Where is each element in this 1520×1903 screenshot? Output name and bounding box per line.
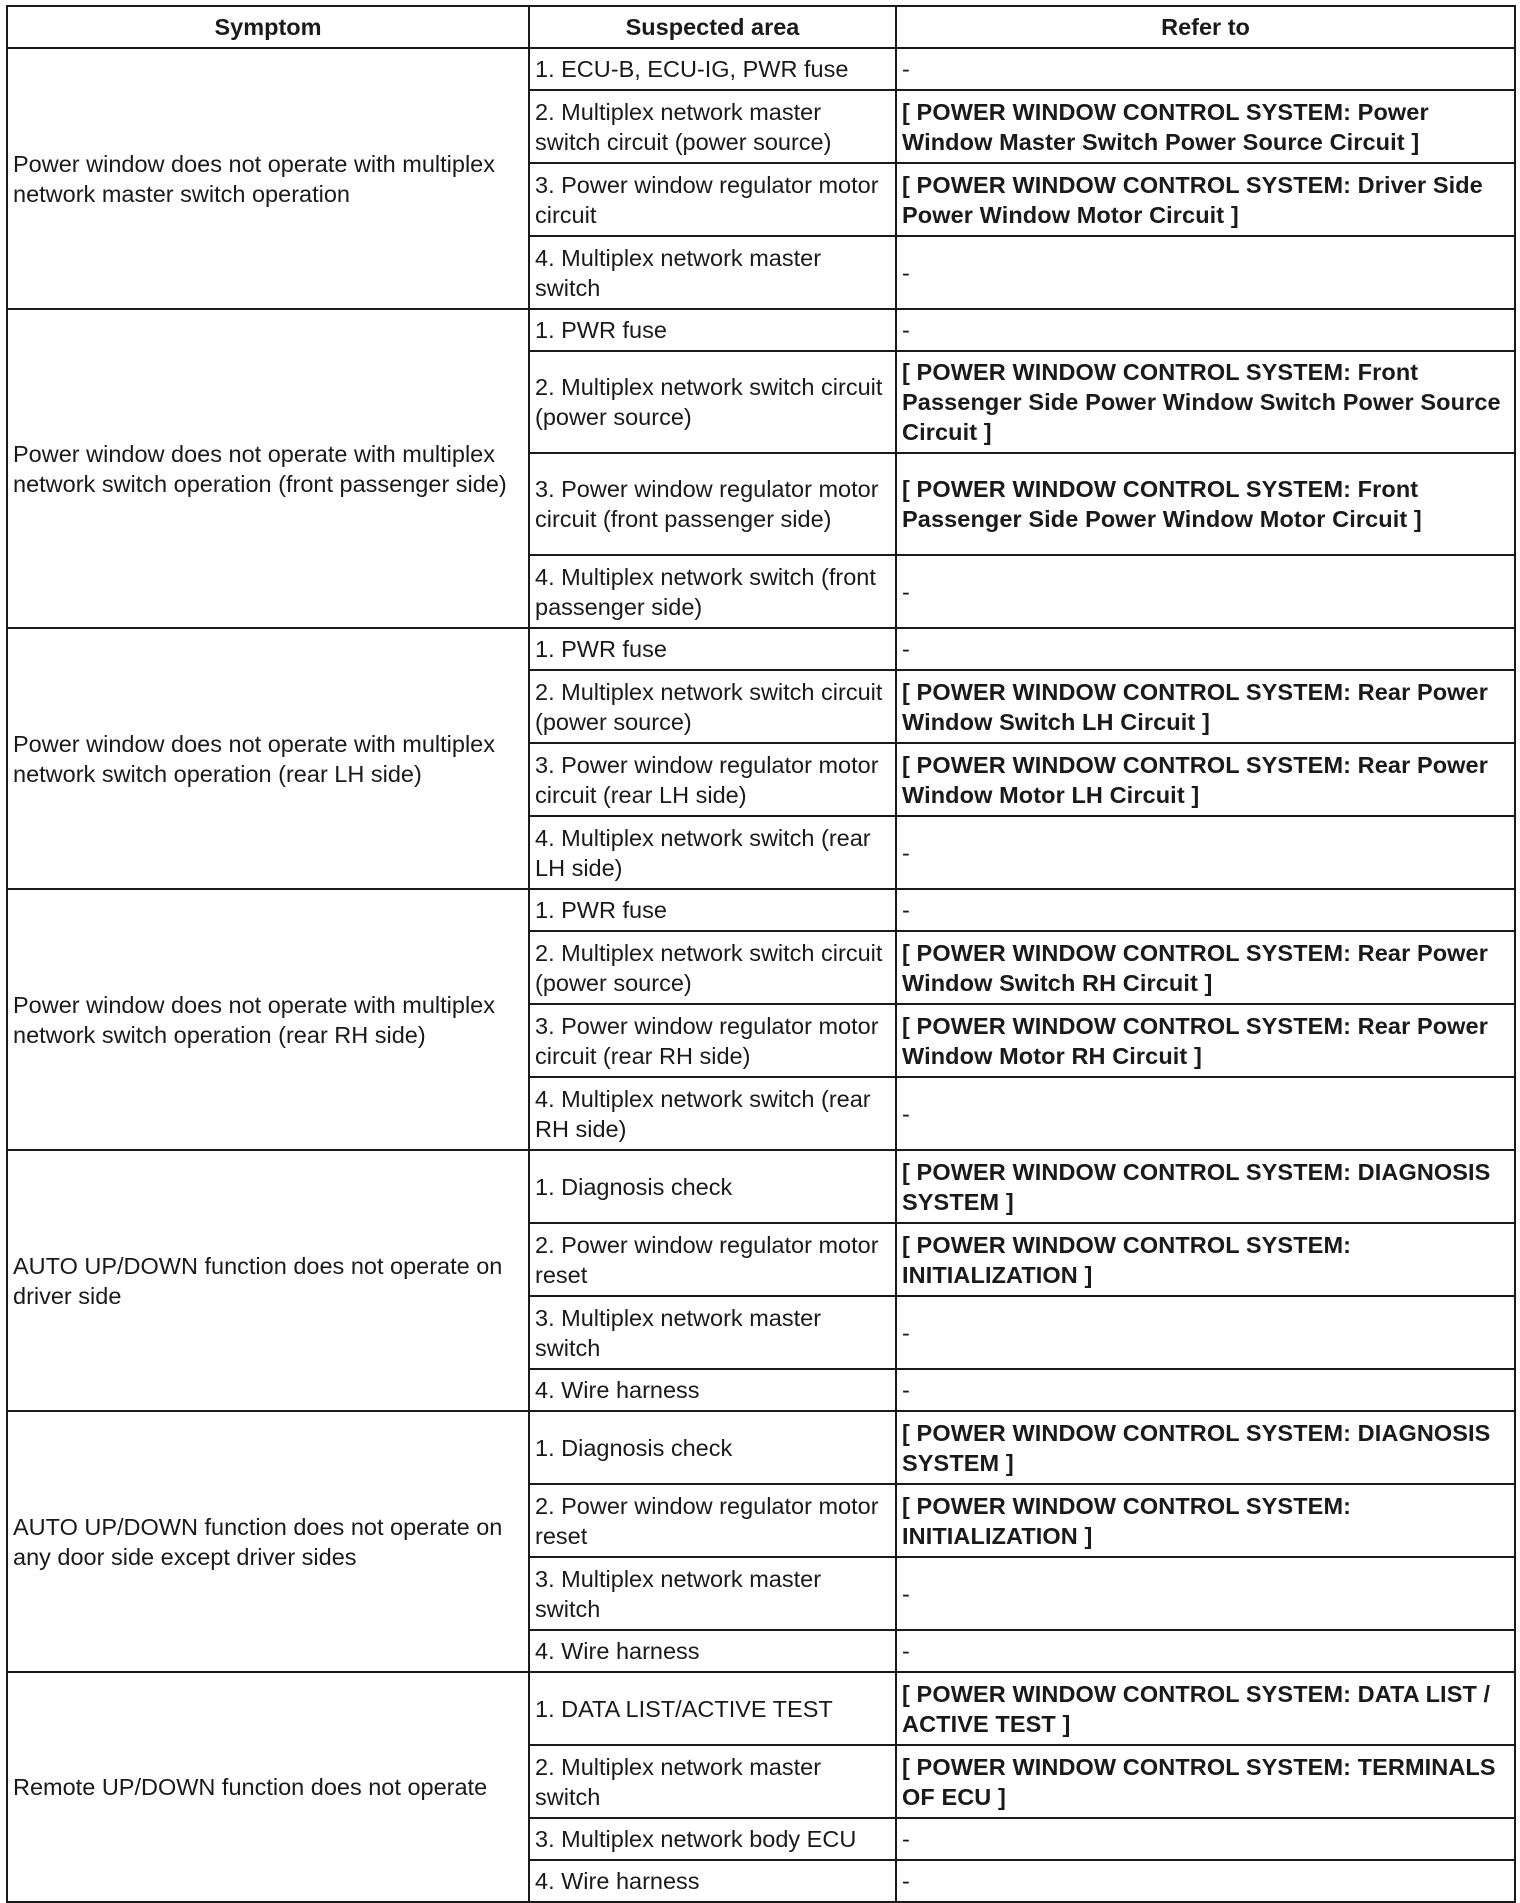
refer-to-link[interactable]: [ POWER WINDOW CONTROL SYSTEM: Rear Power Window Switch LH Circuit ] — [896, 670, 1515, 743]
refer-to-cell: - — [896, 1818, 1515, 1860]
refer-to-cell: - — [896, 1860, 1515, 1902]
problem-symptoms-table — [6, 5, 1516, 1903]
suspected-area-cell: 4. Wire harness — [529, 1369, 896, 1411]
refer-to-cell: - — [896, 1557, 1515, 1630]
suspected-area-cell: 1. DATA LIST/ACTIVE TEST — [529, 1672, 896, 1745]
refer-to-cell: - — [896, 889, 1515, 931]
header-row — [7, 6, 1515, 48]
refer-to-cell: - — [896, 1296, 1515, 1369]
refer-to-link[interactable]: [ POWER WINDOW CONTROL SYSTEM: Driver Side Power Window Motor Circuit ] — [896, 163, 1515, 236]
suspected-area-cell: 4. Multiplex network switch (rear LH side) — [529, 816, 896, 889]
suspected-area-cell: 1. Diagnosis check — [529, 1150, 896, 1223]
suspected-area-cell: 1. ECU-B, ECU-IG, PWR fuse — [529, 48, 896, 90]
problem-symptoms-table-sheet — [6, 5, 1514, 1897]
suspected-area-cell: 2. Multiplex network switch circuit (power source) — [529, 351, 896, 453]
table-row — [7, 1150, 1515, 1223]
suspected-area-cell: 1. PWR fuse — [529, 628, 896, 670]
refer-to-cell: - — [896, 1077, 1515, 1150]
suspected-area-cell: 3. Power window regulator motor circuit — [529, 163, 896, 236]
table-row — [7, 628, 1515, 670]
table-row — [7, 48, 1515, 90]
symptom-cell: Remote UP/DOWN function does not operate — [7, 1672, 529, 1902]
suspected-area-cell: 3. Multiplex network master switch — [529, 1296, 896, 1369]
refer-to-cell: - — [896, 309, 1515, 351]
suspected-area-cell: 4. Wire harness — [529, 1630, 896, 1672]
refer-to-cell: - — [896, 816, 1515, 889]
table-row — [7, 889, 1515, 931]
header-symptom: Symptom — [7, 6, 529, 48]
refer-to-link[interactable]: [ POWER WINDOW CONTROL SYSTEM: DIAGNOSIS SYSTEM ] — [896, 1150, 1515, 1223]
refer-to-link[interactable]: [ POWER WINDOW CONTROL SYSTEM: Power Window Master Switch Power Source Circuit ] — [896, 90, 1515, 163]
suspected-area-cell: 2. Power window regulator motor reset — [529, 1484, 896, 1557]
suspected-area-cell: 2. Multiplex network switch circuit (power source) — [529, 670, 896, 743]
suspected-area-cell: 3. Power window regulator motor circuit (rear LH side) — [529, 743, 896, 816]
suspected-area-cell: 1. PWR fuse — [529, 889, 896, 931]
table-row — [7, 1411, 1515, 1484]
suspected-area-cell: 4. Multiplex network switch (rear RH side) — [529, 1077, 896, 1150]
suspected-area-cell: 4. Wire harness — [529, 1860, 896, 1902]
refer-to-cell: - — [896, 1630, 1515, 1672]
suspected-area-cell: 2. Power window regulator motor reset — [529, 1223, 896, 1296]
suspected-area-cell: 3. Power window regulator motor circuit (front passenger side) — [529, 453, 896, 555]
refer-to-cell: - — [896, 1369, 1515, 1411]
refer-to-cell: - — [896, 628, 1515, 670]
suspected-area-cell: 2. Multiplex network switch circuit (power source) — [529, 931, 896, 1004]
refer-to-link[interactable]: [ POWER WINDOW CONTROL SYSTEM: Rear Power Window Motor LH Circuit ] — [896, 743, 1515, 816]
suspected-area-cell: 2. Multiplex network master switch circuit (power source) — [529, 90, 896, 163]
refer-to-link[interactable]: [ POWER WINDOW CONTROL SYSTEM: DATA LIST / ACTIVE TEST ] — [896, 1672, 1515, 1745]
refer-to-link[interactable]: [ POWER WINDOW CONTROL SYSTEM: Front Passenger Side Power Window Motor Circuit ] — [896, 453, 1515, 555]
suspected-area-cell: 3. Power window regulator motor circuit (rear RH side) — [529, 1004, 896, 1077]
suspected-area-cell: 1. Diagnosis check — [529, 1411, 896, 1484]
suspected-area-cell: 3. Multiplex network body ECU — [529, 1818, 896, 1860]
refer-to-link[interactable]: [ POWER WINDOW CONTROL SYSTEM: INITIALIZATION ] — [896, 1223, 1515, 1296]
table-row — [7, 309, 1515, 351]
symptom-cell: Power window does not operate with multiplex network switch operation (rear RH side) — [7, 889, 529, 1150]
suspected-area-cell: 1. PWR fuse — [529, 309, 896, 351]
refer-to-link[interactable]: [ POWER WINDOW CONTROL SYSTEM: DIAGNOSIS SYSTEM ] — [896, 1411, 1515, 1484]
refer-to-link[interactable]: [ POWER WINDOW CONTROL SYSTEM: Rear Power Window Motor RH Circuit ] — [896, 1004, 1515, 1077]
header-refer-to: Refer to — [896, 6, 1515, 48]
refer-to-link[interactable]: [ POWER WINDOW CONTROL SYSTEM: Rear Power Window Switch RH Circuit ] — [896, 931, 1515, 1004]
symptom-cell: AUTO UP/DOWN function does not operate on any door side except driver sides — [7, 1411, 529, 1672]
refer-to-cell: - — [896, 555, 1515, 628]
header-suspected-area: Suspected area — [529, 6, 896, 48]
refer-to-cell: - — [896, 236, 1515, 309]
symptom-cell: Power window does not operate with multiplex network switch operation (rear LH side) — [7, 628, 529, 889]
refer-to-link[interactable]: [ POWER WINDOW CONTROL SYSTEM: Front Passenger Side Power Window Switch Power Source Circuit ] — [896, 351, 1515, 453]
symptom-cell: Power window does not operate with multiplex network master switch operation — [7, 48, 529, 309]
refer-to-link[interactable]: [ POWER WINDOW CONTROL SYSTEM: INITIALIZATION ] — [896, 1484, 1515, 1557]
symptom-cell: Power window does not operate with multiplex network switch operation (front passenger side) — [7, 309, 529, 628]
symptom-cell: AUTO UP/DOWN function does not operate on driver side — [7, 1150, 529, 1411]
refer-to-cell: - — [896, 48, 1515, 90]
suspected-area-cell: 2. Multiplex network master switch — [529, 1745, 896, 1818]
refer-to-link[interactable]: [ POWER WINDOW CONTROL SYSTEM: TERMINALS OF ECU ] — [896, 1745, 1515, 1818]
table-row — [7, 1672, 1515, 1745]
suspected-area-cell: 4. Multiplex network master switch — [529, 236, 896, 309]
suspected-area-cell: 3. Multiplex network master switch — [529, 1557, 896, 1630]
suspected-area-cell: 4. Multiplex network switch (front passenger side) — [529, 555, 896, 628]
